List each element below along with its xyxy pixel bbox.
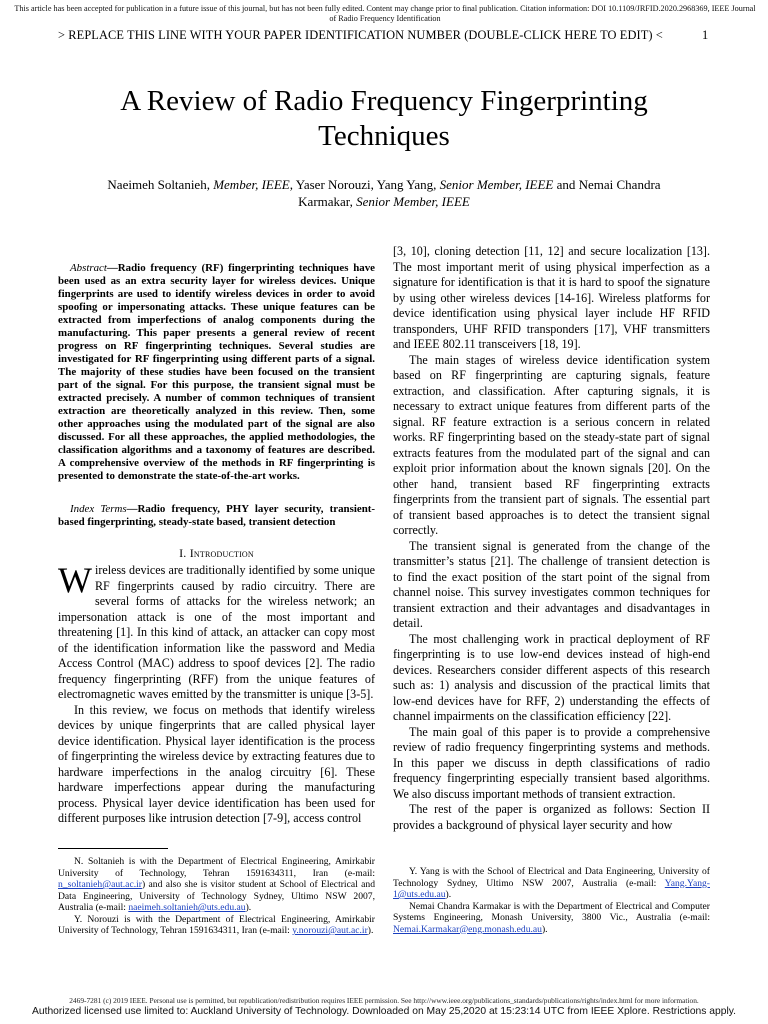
footnote-soltanieh [58, 856, 375, 914]
right-paragraph-5: The rest of the paper is organized as follows: Section II provides a background of physical layer security and how [393, 802, 710, 832]
footnote-text: ). [245, 902, 252, 913]
footnote-text: Y. Yang is with the School of Electrical and Data Engineering, University of Technology Sydney, Ultimo NSW 2007, Australia (e-mail: [393, 866, 710, 889]
index-terms-label: Index Terms [70, 503, 127, 515]
right-paragraph-2: The transient signal is generated from the change of the transmitter’s status [21]. The challenge of transient detection is to find the exact position of the start point of the signal from channel noise. This survey investigates common techniques for transient extraction and their advantages and disadvantages in detail. [393, 538, 710, 630]
right-column-body [393, 244, 710, 833]
author-4-role: Senior Member, IEEE [356, 194, 470, 209]
section-title: Introduction [189, 546, 254, 560]
footnote-divider [58, 848, 168, 849]
section-number: I. [179, 546, 190, 560]
author-1: Naeimeh Soltanieh, [107, 177, 214, 192]
email-link[interactable]: Nemai.Karmakar@eng.monash.edu.au [393, 923, 542, 935]
author-list [90, 176, 678, 210]
email-link[interactable]: Yang.Yang-1@uts.edu.au [393, 877, 710, 900]
email-link[interactable]: y.norouzi@aut.ac.ir [292, 925, 368, 936]
footnote-yang [393, 866, 710, 901]
page-number: 1 [702, 28, 709, 42]
paper-id-placeholder: > REPLACE THIS LINE WITH YOUR PAPER IDENTIFICATION NUMBER (DOUBLE-CLICK HERE TO EDIT) < [58, 28, 663, 42]
intro-paragraph-1-text: ireless devices are traditionally identified by some unique RF fingerprints caused by radio circuitry. There are several forms of attacks for the wireless network; an impersonation attack is one of the most important and threatening [1]. In this kind of attack, an attacker can copy most of the identification information like the password and Media Access Control (MAC) address to spoof devices [2]. The radio frequency fingerprinting (RFF) from the unique features of electromagnetic waves emitted by the transmitter is unique [3-5]. [58, 563, 375, 701]
abstract [58, 262, 375, 483]
license-notice: Authorized licensed use limited to: Auckland University of Technology. Downloaded on May 25,2020 at 15:23:14 UTC from IEEE Xplore. Restrictions apply. [32, 1006, 736, 1017]
footnote-text: Y. Norouzi is with the Department of Electrical Engineering, Amirkabir University of Technology, Tehran 1591634311, Iran (e-mail: [58, 913, 375, 936]
footnotes-left [58, 856, 375, 937]
index-terms-text: —Radio frequency, PHY layer security, transient-based fingerprinting, steady-state based, transient detection [58, 503, 376, 528]
right-paragraph-0: [3, 10], cloning detection [11, 12] and secure localization [13]. The most important merit of using physical imperfection as a signature for identification is that it is hard to spoof the signature by using other wireless devices [14-16]. Wireless platforms for device identification using physical layer include HF RFID transponders, UHF RFID transponders [17], VHF transmitters and IEEE 802.11 transceivers [18, 19]. [393, 244, 710, 351]
footnote-text: N. Soltanieh is with the Department of Electrical Engineering, Amirkabir University of Technology, Tehran 1591634311, Iran (e-mail: [58, 856, 375, 879]
footnote-text: ). [445, 889, 452, 900]
author-4: and Nemai Chandra Karmakar, [298, 177, 661, 209]
author-2-3: Yaser Norouzi, Yang Yang, [292, 177, 440, 192]
footnote-karmakar [393, 901, 710, 936]
email-link[interactable]: naeimeh.soltanieh@uts.edu.au [128, 902, 246, 913]
right-paragraph-1: The main stages of wireless device identification system based on RF fingerprinting are capturing signals, feature extraction, and classification. After capturing signals, it is necessary to extract unique features from different parts of the signal. RF feature extraction is a serious concern in related works. RF fingerprinting based on the steady-state part of signal extracts features from the modulated part of the signal and can exploit prior information about the known signals [20]. On the other hand, transient based RF fingerprinting extracts fingerprints from the transient part of signals. The essential part of transient based approaches is to detect the transient signal correctly. [393, 352, 710, 537]
paper-title: A Review of Radio Frequency Fingerprinting Techniques [120, 85, 648, 152]
copyright-notice: 2469-7281 (c) 2019 IEEE. Personal use is permitted, but republication/redistribution requires IEEE permission. See http://www.ieee.org/publications_standards/publications/rights/index.html for more information. [69, 996, 699, 1005]
right-paragraph-4: The main goal of this paper is to provide a comprehensive review of radio frequency fingerprinting systems and methods. In this paper we discuss in depth classifications of radio frequency fingerprinting especially transient based algorithms. We also discuss important methods of transient extraction. [393, 724, 710, 801]
footnote-text: Nemai Chandra Karmakar is with the Department of Electrical and Computer Systems Engineering, Monash University, 3800 Vic., Australia (e-mail: [393, 900, 710, 923]
index-terms [58, 503, 375, 529]
section-heading-introduction [58, 546, 375, 561]
right-paragraph-3: The most challenging work in practical deployment of RF fingerprinting is to use low-end devices instead of high-end devices. Researchers consider different aspects of this research such as: 1) analysis and discussion of the practical limits that low-end devices have for RFF, 2) understanding the effects of channel impairments on the classification efficiency [22]. [393, 631, 710, 723]
left-column-body [58, 560, 375, 827]
email-link[interactable]: n_soltanieh@aut.ac.ir [58, 879, 142, 890]
footnote-text: ). [367, 925, 374, 936]
intro-paragraph-1 [58, 560, 375, 703]
author-1-role: Member, IEEE, [213, 177, 293, 192]
drop-cap: W [58, 560, 92, 600]
journal-notice: This article has been accepted for publication in a future issue of this journal, but has not been fully edited. Content may change prior to final publication. Citation information: DOI 10.1109/JRFID.2020.2968369, IEEE Journal of Radio Frequency Identification [14, 4, 756, 23]
footnotes-right [393, 866, 710, 935]
abstract-text: —Radio frequency (RF) fingerprinting techniques have been used as an extra security layer for wireless devices. Unique fingerprints are used to identify wireless devices in order to avoid spoofing or impersonating attacks. These unique features can be extracted from imperfections of analog components during the manufacturing. This paper presents a general review of recent progress on RF fingerprinting techniques. Several studies are investigated for RF fingerprinting using different parts of a signal. The majority of these studies have been focused on the transient part of the signal. For this purpose, the transient signal must be extracted precisely. A number of common techniques of transient extraction are theoretically analyzed in this review. Then, some other approaches using the modulated part of the signal are also discussed. For all these approaches, the applied methodologies, the classification algorithms and a taxonomy of features are described. A comprehensive overview of the methods in RF fingerprinting is presented to demonstrate the state-of-the-art works. [58, 262, 375, 482]
footnote-norouzi [58, 914, 375, 937]
abstract-label: Abstract [70, 262, 107, 274]
author-3-role: Senior Member, IEEE [439, 177, 554, 192]
footnote-text: ) and also she is visitor student at School of Electrical and Data Engineering, University of Technology Sydney, Ultimo NSW 2007, Australia (e-mail: [58, 879, 375, 913]
intro-paragraph-2: In this review, we focus on methods that identify wireless devices by unique fingerprints that are called physical layer device identification. Physical layer identification is the process of fingerprinting the wireless device by extracting features due to hardware imperfections in the analog circuitry [6]. These hardware imperfections appear during the manufacturing process. Physical layer device identification has been used for different purposes like intrusion detection [7-9], access control [58, 702, 375, 825]
footnote-text: ). [541, 923, 548, 935]
